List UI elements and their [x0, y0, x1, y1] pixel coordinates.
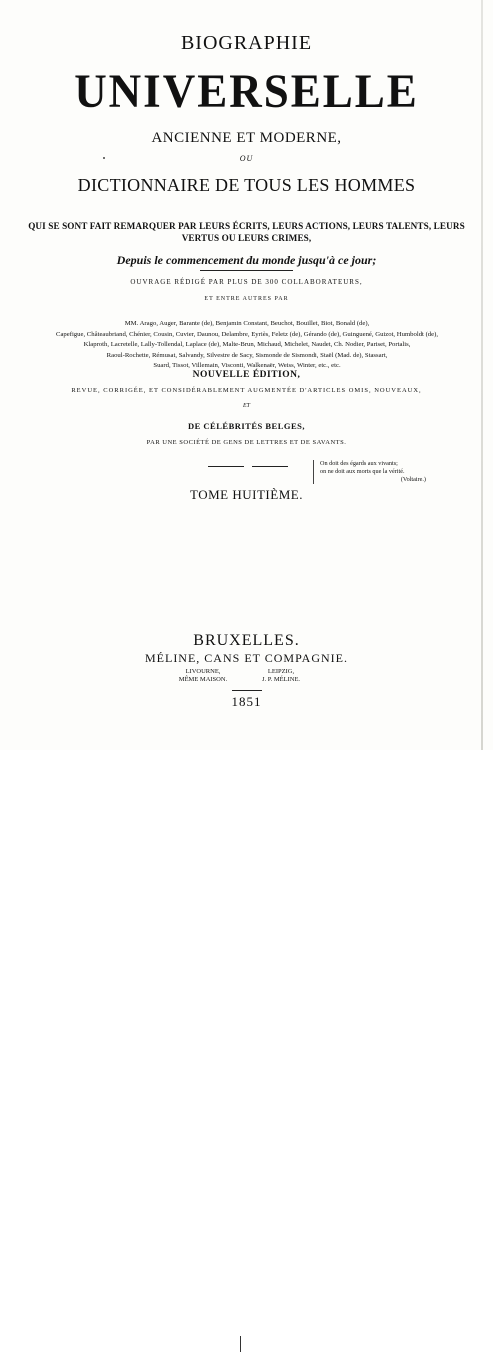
city-sub: MÊME MAISON.	[178, 676, 228, 683]
contributors-line: Suard, Tissot, Villemain, Visconti, Walkenaër, Weiss, Winter, etc., etc.	[153, 362, 341, 369]
title-line-ancienne: ANCIENNE ET MODERNE,	[151, 130, 342, 146]
societe-line: PAR UNE SOCIÉTÉ DE GENS DE LETTRES ET DE SAVANTS.	[146, 439, 347, 446]
title-line-biographie: BIOGRAPHIE	[180, 32, 313, 54]
publisher: MÉLINE, CANS ET COMPAGNIE.	[144, 651, 348, 665]
celebrites: DE CÉLÉBRITÉS BELGES,	[187, 421, 306, 431]
contributors-line: Klaproth, Lacretelle, Lally-Tollendal, Laplace (de), Malte-Brun, Michaud, Michelet, Naudet, Ch. Nodier, Pariset, Portalis,	[83, 341, 411, 348]
period: Depuis le commencement du monde jusqu'à ce jour;	[116, 253, 377, 267]
year: 1851	[231, 694, 262, 709]
contributors-line: Capefigue, Châteaubriand, Chénier, Cousin, Cuvier, Daunou, Delambre, Eyriès, Feletz (de), Gérando (de), Guinguené, Guizot, Humboldt (de),	[55, 330, 439, 338]
city-sub: J. P. MÉLINE.	[261, 676, 301, 683]
description: QUI SE SONT FAIT REMARQUER PAR LEURS ÉCRITS, LEURS ACTIONS, LEURS TALENTS, LEURS VERTUS OU LEURS CRIMES,	[28, 221, 465, 243]
redige-line: OUVRAGE RÉDIGÉ PAR PLUS DE 300 COLLABORATEURS,	[130, 278, 363, 286]
epigraph-line: on ne doit aux morts que la vérité.	[320, 468, 405, 475]
conjunction-et: ET	[242, 403, 250, 409]
city-name: LIVOURNE,	[185, 668, 221, 675]
title-line-universelle: UNIVERSELLE	[74, 64, 419, 118]
subtitle: DICTIONNAIRE DE TOUS LES HOMMES	[77, 175, 416, 195]
city-name: LEIPZIG,	[267, 668, 295, 675]
city-livourne	[158, 668, 248, 684]
rule-short-right	[252, 466, 288, 467]
cities-divider	[240, 1336, 241, 1352]
tome: TOME HUITIÈME.	[190, 487, 303, 502]
contributors-list	[34, 319, 460, 372]
imprint-city: BRUXELLES.	[193, 632, 300, 649]
epigraph-line: On doit des égards aux vivants;	[320, 460, 398, 467]
revue-line: REVUE, CORRIGÉE, ET CONSIDÉRABLEMENT AUGMENTÉE D'ARTICLES OMIS, NOUVEAUX,	[71, 387, 422, 394]
rule-short-left	[208, 466, 244, 467]
contributors-line: Raoul-Rochette, Rémusat, Salvandy, Silvestre de Sacy, Sismonde de Sismondi, Staël (Mad. de), Stassart,	[106, 351, 388, 359]
rule-above-year	[232, 690, 262, 691]
imprint-cities	[0, 668, 493, 688]
epigraph	[313, 460, 436, 484]
city-leipzig	[236, 668, 326, 684]
conjunction-ou: OU	[239, 154, 254, 163]
contributors-line: MM. Arago, Auger, Barante (de), Benjamin Constant, Beuchot, Bouillet, Biot, Bonald (de),	[124, 320, 370, 327]
entre-autres-line: ET ENTRE AUTRES PAR	[204, 296, 289, 302]
epigraph-author: (Voltaire.)	[400, 476, 426, 483]
edition: NOUVELLE ÉDITION,	[192, 370, 301, 380]
rule-under-period	[200, 270, 293, 271]
